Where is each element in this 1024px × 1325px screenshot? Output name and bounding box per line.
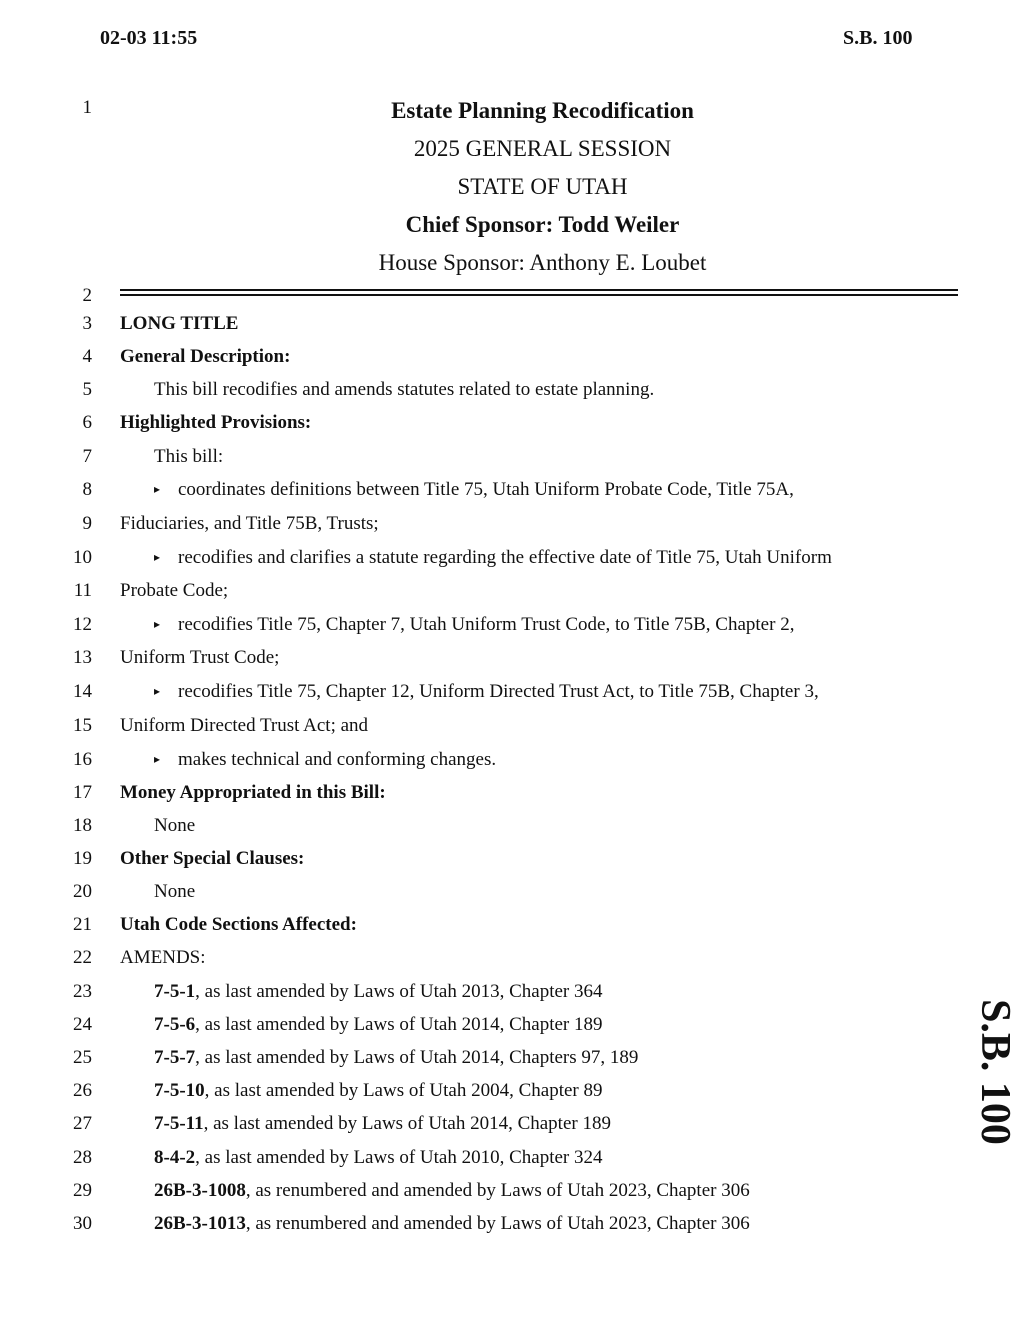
line-number: 21 (73, 914, 92, 935)
code-section-number: 7-5-6 (154, 1014, 196, 1035)
line-number: 24 (73, 1014, 92, 1035)
line-number: 9 (82, 513, 92, 534)
line-number: 7 (82, 446, 92, 467)
header-bill-number: S.B. 100 (843, 27, 913, 49)
line-number: 22 (73, 947, 92, 968)
session: 2025 GENERAL SESSION (413, 136, 672, 161)
bullet-item (154, 749, 496, 771)
line-number: 29 (73, 1180, 92, 1201)
code-section-number: 8-4-2 (154, 1147, 196, 1168)
special-clauses-value: None (154, 881, 196, 902)
bullet-icon: ▸ (154, 482, 161, 496)
line-number: 8 (82, 479, 92, 500)
highlighted-provisions-heading: Highlighted Provisions: (120, 412, 312, 433)
money-appropriated-heading: Money Appropriated in this Bill: (120, 782, 386, 803)
bullet-icon: ▸ (154, 617, 161, 631)
line-number: 17 (73, 782, 92, 803)
code-section-entry (154, 1047, 638, 1069)
line-number: 16 (73, 749, 92, 770)
line-number: 23 (73, 981, 92, 1002)
code-section-entry (154, 1213, 750, 1235)
line-number: 20 (73, 881, 92, 902)
code-section-description: , as last amended by Laws of Utah 2014, Chapter 189 (195, 1014, 603, 1035)
code-section-entry (154, 1014, 603, 1036)
bullet-continuation: Uniform Directed Trust Act; and (120, 715, 369, 736)
code-section-description: , as last amended by Laws of Utah 2013, Chapter 364 (195, 981, 603, 1002)
line-number: 26 (73, 1080, 92, 1101)
general-description-text: This bill recodifies and amends statutes related to estate planning. (154, 379, 655, 400)
line-number: 5 (82, 379, 92, 400)
title-rule-top (120, 289, 958, 291)
long-title-heading: LONG TITLE (120, 313, 239, 334)
line-number: 27 (73, 1113, 92, 1134)
line-number: 6 (82, 412, 92, 433)
bullet-continuation: Fiduciaries, and Title 75B, Trusts; (120, 513, 379, 534)
this-bill-text: This bill: (154, 446, 224, 467)
line-number: 28 (73, 1147, 92, 1168)
code-section-number: 7-5-1 (154, 981, 196, 1002)
line-number: 30 (73, 1213, 92, 1234)
code-section-number: 7-5-10 (154, 1080, 205, 1101)
sections-affected-heading: Utah Code Sections Affected: (120, 914, 357, 935)
state: STATE OF UTAH (457, 174, 628, 199)
header-datetime: 02-03 11:55 (100, 27, 198, 49)
bullet-item (154, 681, 819, 703)
line-number: 4 (82, 346, 92, 367)
code-section-number: 26B-3-1013 (154, 1213, 246, 1234)
bullet-icon: ▸ (154, 752, 161, 766)
special-clauses-heading: Other Special Clauses: (120, 848, 305, 869)
general-description-heading: General Description: (120, 346, 291, 367)
code-section-number: 26B-3-1008 (154, 1180, 246, 1201)
bullet-continuation: Uniform Trust Code; (120, 647, 280, 668)
line-number: 19 (73, 848, 92, 869)
chief-sponsor: Chief Sponsor: Todd Weiler (405, 212, 680, 237)
line-number: 25 (73, 1047, 92, 1068)
title-block (120, 98, 965, 278)
code-section-description: , as last amended by Laws of Utah 2014, Chapter 189 (203, 1113, 611, 1134)
bullet-continuation: Probate Code; (120, 580, 229, 601)
line-number: 1 (82, 97, 92, 118)
line-number: 2 (82, 285, 92, 306)
amends-label: AMENDS: (120, 947, 206, 968)
code-section-description: , as last amended by Laws of Utah 2014, Chapters 97, 189 (195, 1047, 639, 1068)
code-section-number: 7-5-11 (154, 1113, 204, 1134)
line-number: 15 (73, 715, 92, 736)
code-section-description: , as renumbered and amended by Laws of Utah 2023, Chapter 306 (245, 1180, 750, 1201)
code-section-entry (154, 1080, 603, 1102)
code-section-description: , as renumbered and amended by Laws of Utah 2023, Chapter 306 (245, 1213, 750, 1234)
line-number: 18 (73, 815, 92, 836)
line-number: 12 (73, 614, 92, 635)
line-number: 11 (73, 580, 92, 601)
bullet-icon: ▸ (154, 550, 161, 564)
code-section-description: , as last amended by Laws of Utah 2004, Chapter 89 (204, 1080, 603, 1101)
bullet-text: recodifies and clarifies a statute regarding the effective date of Title 75, Utah Uniform (178, 547, 832, 568)
bullet-text: recodifies Title 75, Chapter 12, Uniform Directed Trust Act, to Title 75B, Chapter 3, (178, 681, 819, 702)
code-section-entry (154, 1180, 750, 1202)
bullet-text: recodifies Title 75, Chapter 7, Utah Uniform Trust Code, to Title 75B, Chapter 2, (178, 614, 795, 635)
code-section-description: , as last amended by Laws of Utah 2010, Chapter 324 (195, 1147, 603, 1168)
code-section-entry (154, 1113, 611, 1135)
bullet-icon: ▸ (154, 684, 161, 698)
bullet-item (154, 479, 794, 501)
line-number: 10 (73, 547, 92, 568)
bullet-item (154, 614, 794, 636)
bullet-item (154, 547, 832, 569)
bill-title: Estate Planning Recodification (391, 98, 694, 123)
code-section-entry (154, 981, 603, 1003)
line-number: 14 (73, 681, 92, 702)
code-section-number: 7-5-7 (154, 1047, 196, 1068)
bullet-text: coordinates definitions between Title 75, Utah Uniform Probate Code, Title 75A, (178, 479, 794, 500)
side-bill-label (930, 999, 1024, 1145)
line-number: 3 (82, 313, 92, 334)
bullet-text: makes technical and conforming changes. (178, 749, 497, 770)
title-rule-bottom (120, 294, 958, 296)
house-sponsor: House Sponsor: Anthony E. Loubet (378, 250, 707, 275)
line-number: 13 (73, 647, 92, 668)
money-appropriated-value: None (154, 815, 196, 836)
code-section-entry (154, 1147, 603, 1169)
side-bill-label-text: S.B. 100 (972, 999, 1018, 1145)
